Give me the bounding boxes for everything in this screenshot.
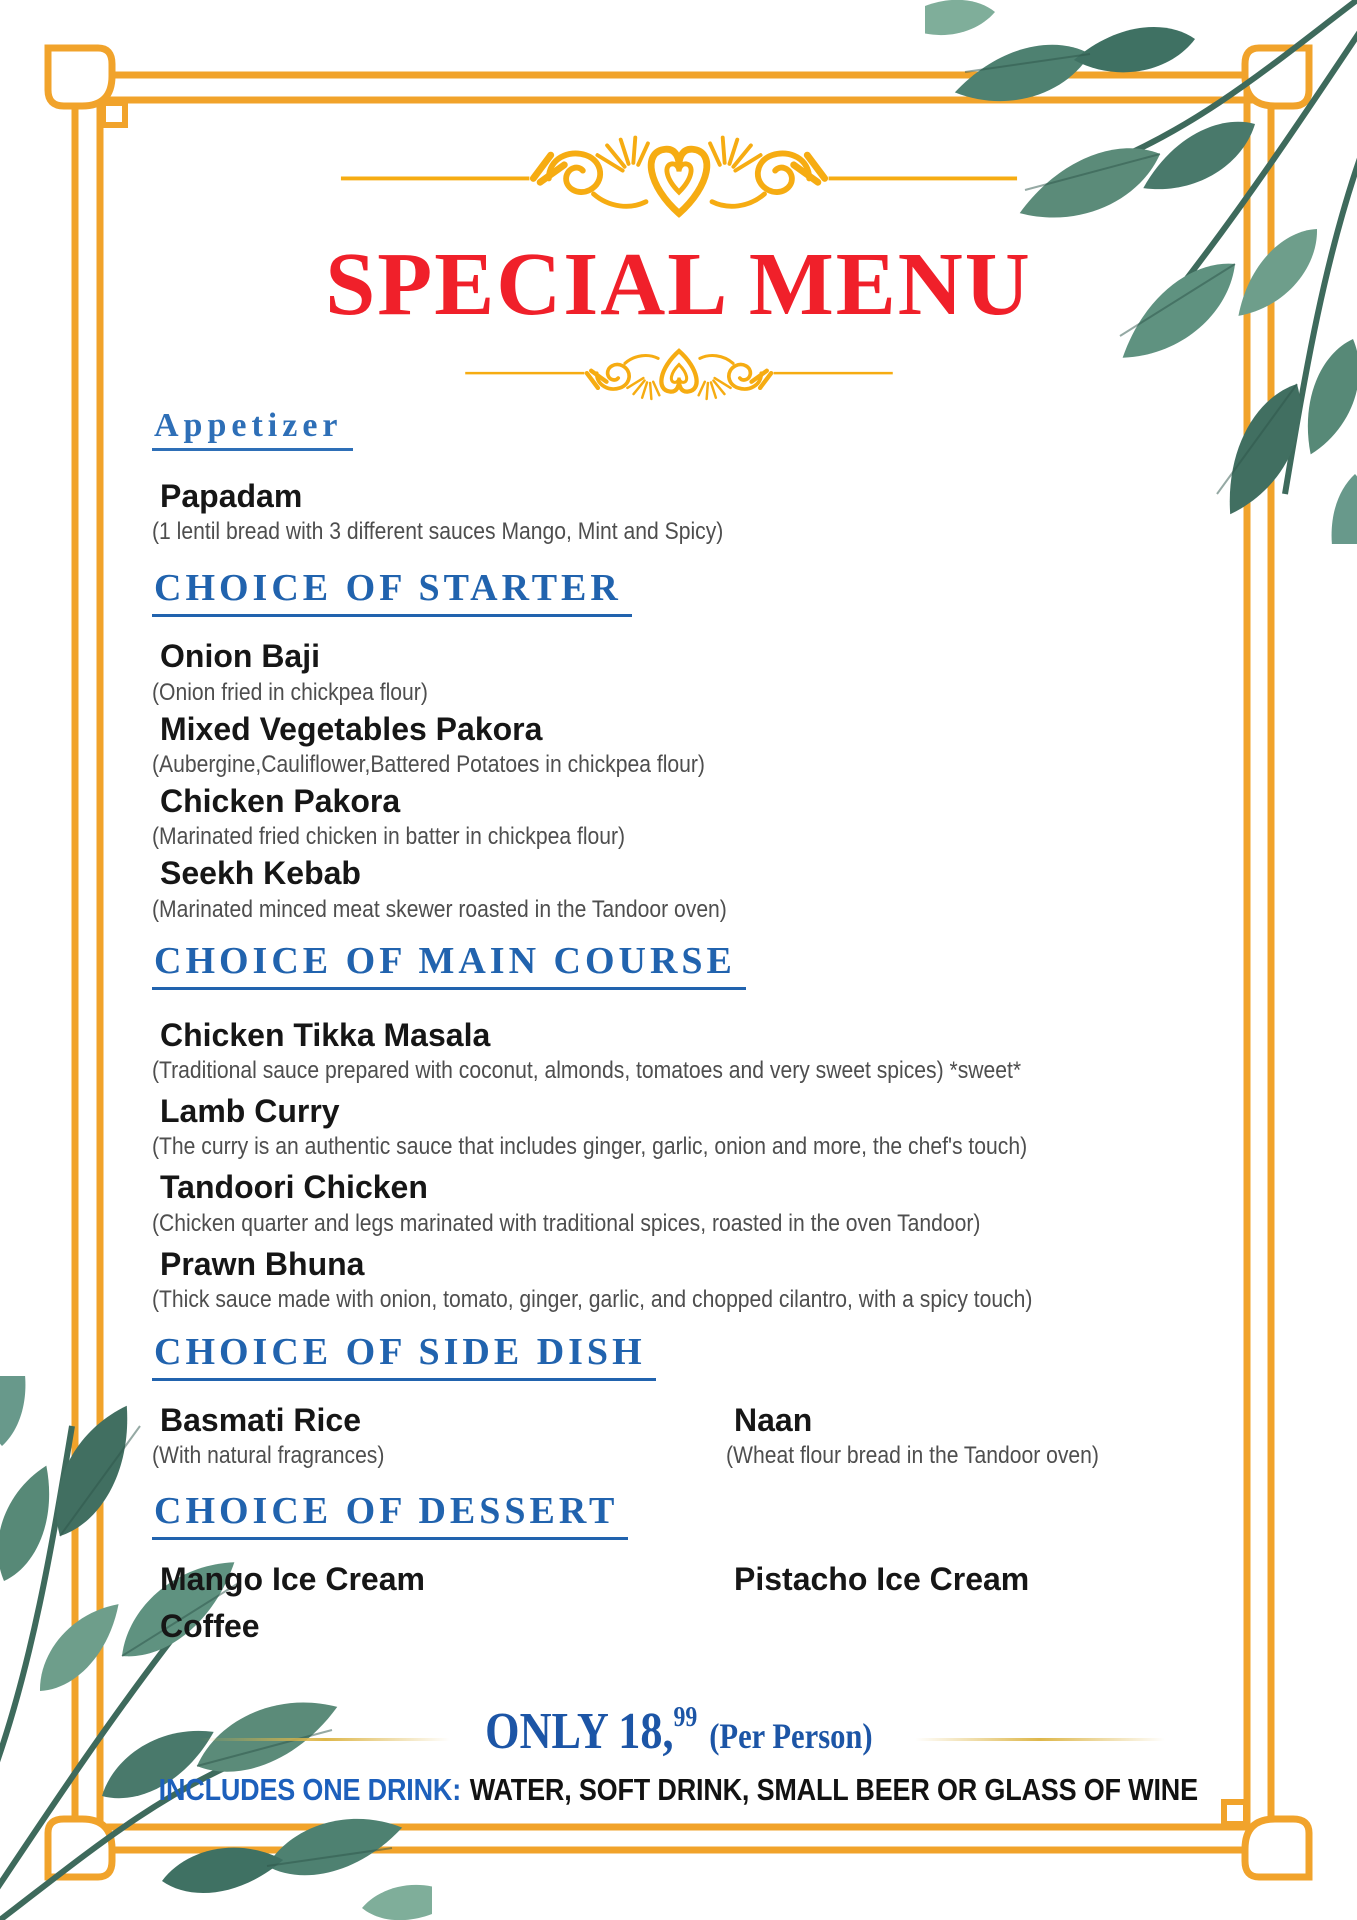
price-cents: 99: [673, 1702, 697, 1733]
item-description: (Thick sauce made with onion, tomato, ginger, garlic, and chopped cilantro, with a spicy touch): [152, 1286, 1033, 1314]
item-name: Coffee: [160, 1607, 260, 1644]
menu-item-mango-ice-cream: [152, 1560, 726, 1600]
menu-item-basmati-rice: [152, 1401, 726, 1473]
menu-item-lamb-curry: [152, 1092, 1237, 1162]
section-heading-main-course: CHOICE OF MAIN COURSE: [152, 941, 746, 990]
side-dish-row: [152, 1401, 1237, 1473]
item-name: Seekh Kebab: [160, 855, 361, 892]
item-name: Mango Ice Cream: [160, 1561, 425, 1598]
menu-item-pistacho-ice-cream: [726, 1560, 1237, 1600]
item-description: (Aubergine,Cauliflower,Battered Potatoes in chickpea flour): [152, 751, 705, 779]
page-title: SPECIAL MENU: [325, 235, 1032, 334]
item-name: Basmati Rice: [160, 1402, 361, 1438]
price-text: ONLY 18,: [484, 1703, 674, 1760]
item-name: Pistacho Ice Cream: [734, 1561, 1030, 1598]
menu-item-papadam: [152, 477, 1237, 547]
menu-item-seekh-kebab: [152, 854, 1237, 924]
item-description: (With natural fragrances): [152, 1442, 385, 1470]
section-heading-dessert: CHOICE OF DESSERT: [152, 1491, 628, 1540]
item-description: (Onion fried in chickpea flour): [152, 678, 428, 706]
menu-item-naan: [726, 1401, 1237, 1473]
flourish-ornament-bottom: [464, 341, 894, 409]
includes-line: [0, 1772, 1357, 1808]
item-name: Lamb Curry: [160, 1093, 340, 1130]
item-name: Mixed Vegetables Pakora: [160, 710, 543, 747]
menu-item-tandoori-chicken: [152, 1168, 1237, 1238]
item-name: Papadam: [160, 478, 303, 515]
includes-drink-label: INCLUDES ONE DRINK:: [158, 1772, 462, 1807]
section-heading-starter: CHOICE OF STARTER: [152, 568, 632, 617]
section-heading-side-dish: CHOICE OF SIDE DISH: [152, 1332, 656, 1381]
item-description: (Traditional sauce prepared with coconut, almonds, tomatoes and very sweet spices) *sweet*: [152, 1057, 1022, 1085]
item-name: Tandoori Chicken: [160, 1169, 428, 1206]
menu-item-prawn-bhuna: [152, 1245, 1237, 1315]
item-name: Chicken Tikka Masala: [160, 1016, 491, 1053]
menu-item-chicken-pakora: [152, 782, 1237, 852]
item-description: (Marinated fried chicken in batter in chickpea flour): [152, 823, 626, 851]
menu-item-onion-baji: [152, 637, 1237, 707]
item-description: (The curry is an authentic sauce that includes ginger, garlic, onion and more, the chef's touch): [152, 1133, 1028, 1161]
item-description: (1 lentil bread with 3 different sauces Mango, Mint and Spicy): [152, 518, 724, 546]
item-description: (Wheat flour bread in the Tandoor oven): [726, 1442, 1099, 1470]
menu-item-mixed-vegetables-pakora: [152, 710, 1237, 780]
section-heading-appetizer: Appetizer: [152, 406, 353, 451]
menu-item-coffee: [152, 1607, 1237, 1645]
includes-drink-options: WATER, SOFT DRINK, SMALL BEER OR GLASS OF WINE: [469, 1772, 1199, 1807]
flourish-ornament-top: [339, 122, 1019, 229]
menu-header: [0, 122, 1357, 409]
item-name: Naan: [734, 1402, 813, 1438]
item-description: (Marinated minced meat skewer roasted in the Tandoor oven): [152, 895, 727, 923]
price-line: [0, 1702, 1357, 1761]
item-name: Prawn Bhuna: [160, 1245, 365, 1282]
menu-item-chicken-tikka-masala: [152, 1016, 1237, 1086]
per-person-text: (Per Person): [708, 1716, 873, 1756]
item-name: Onion Baji: [160, 638, 320, 675]
item-description: (Chicken quarter and legs marinated with traditional spices, roasted in the oven Tandoor): [152, 1209, 981, 1237]
item-name: Chicken Pakora: [160, 783, 401, 820]
menu-content: [152, 406, 1237, 1647]
dessert-row: [152, 1560, 1237, 1600]
